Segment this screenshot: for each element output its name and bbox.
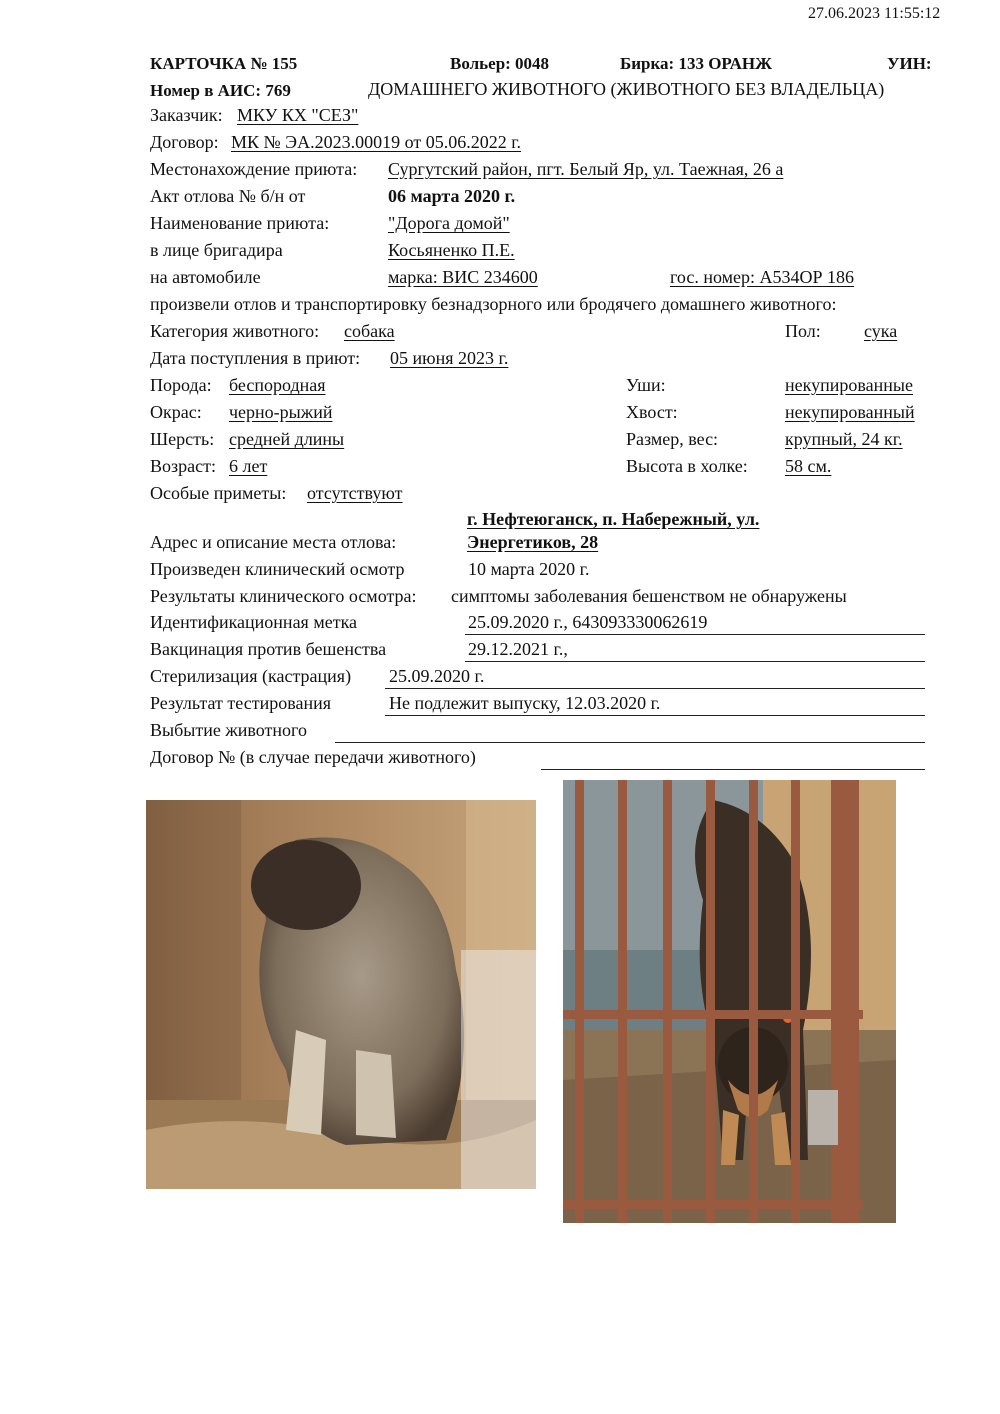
tail-value: некупированный <box>785 402 915 422</box>
test-result-line <box>385 715 925 716</box>
height-value: 58 см. <box>785 456 832 476</box>
departure-line <box>335 742 925 743</box>
dog-photo-right <box>563 780 896 1223</box>
sex-label: Пол: <box>785 321 821 341</box>
transfer-contract-label: Договор № (в случае передачи животного) <box>150 747 476 767</box>
vehicle-brand: марка: ВИС 234600 <box>388 267 538 287</box>
color-label: Окрас: <box>150 402 202 422</box>
sterilization-line <box>385 688 925 689</box>
transfer-contract-line <box>541 769 925 770</box>
age-label: Возраст: <box>150 456 216 476</box>
tail-label: Хвост: <box>626 402 678 422</box>
shelter-location-label: Местонахождение приюта: <box>150 159 358 179</box>
breed-label: Порода: <box>150 375 212 395</box>
size-value: крупный, 24 кг. <box>785 429 903 449</box>
vehicle-plate: гос. номер: А534ОР 186 <box>670 267 855 287</box>
marks-value: отсутствуют <box>307 483 403 503</box>
height-label: Высота в холке: <box>626 456 748 476</box>
customer-label: Заказчик: <box>150 105 223 125</box>
departure-label: Выбытие животного <box>150 720 307 740</box>
vaccination-label: Вакцинация против бешенства <box>150 639 387 659</box>
sterilization-label: Стерилизация (кастрация) <box>150 666 352 686</box>
id-tag-value: 25.09.2020 г., 643093330062619 <box>468 612 708 632</box>
foreman-label: в лице бригадира <box>150 240 283 260</box>
test-result-value: Не подлежит выпуску, 12.03.2020 г. <box>389 693 661 713</box>
ears-value: некупированные <box>785 375 913 395</box>
sex-value: сука <box>864 321 898 341</box>
exam-result-label: Результаты клинического осмотра: <box>150 586 417 606</box>
contract-value: МК № ЭА.2023.00019 от 05.06.2022 г. <box>231 132 522 152</box>
size-label: Размер, вес: <box>626 429 719 449</box>
document-title: ДОМАШНЕГО ЖИВОТНОГО (ЖИВОТНОГО БЕЗ ВЛАДЕЛЬЦА) <box>368 79 885 99</box>
shelter-name-value: "Дорога домой" <box>388 213 510 233</box>
card-number: КАРТОЧКА № 155 <box>150 54 298 73</box>
category-value: собака <box>344 321 395 341</box>
vaccination-value: 29.12.2021 г., <box>468 639 568 659</box>
coat-label: Шерсть: <box>150 429 215 449</box>
shelter-name-label: Наименование приюта: <box>150 213 330 233</box>
sterilization-value: 25.09.2020 г. <box>389 666 485 686</box>
dog-photo-left <box>146 800 536 1189</box>
ais-number: Номер в АИС: 769 <box>150 81 291 100</box>
foreman-value: Косьяненко П.Е. <box>388 240 515 260</box>
capture-place-line1: г. Нефтеюганск, п. Набережный, ул. <box>467 509 760 529</box>
marks-label: Особые приметы: <box>150 483 287 503</box>
id-tag-label: Идентификационная метка <box>150 612 358 632</box>
uin-label: УИН: <box>887 54 932 73</box>
age-value: 6 лет <box>229 456 268 476</box>
id-tag-line <box>465 634 925 635</box>
test-result-label: Результат тестирования <box>150 693 331 713</box>
contract-label: Договор: <box>150 132 219 152</box>
coat-value: средней длины <box>229 429 345 449</box>
statement-text: произвели отлов и транспортировку безнадзорного или бродячего домашнего животного: <box>150 294 837 314</box>
capture-place-label: Адрес и описание места отлова: <box>150 532 397 552</box>
exam-label: Произведен клинический осмотр <box>150 559 405 579</box>
capture-place-line2: Энергетиков, 28 <box>467 532 599 552</box>
arrival-value: 05 июня 2023 г. <box>390 348 509 368</box>
shelter-location-value: Сургутский район, пгт. Белый Яр, ул. Таежная, 26 а <box>388 159 784 179</box>
customer-value: МКУ КХ "СЕЗ" <box>237 105 359 125</box>
arrival-label: Дата поступления в приют: <box>150 348 361 368</box>
capture-act-date: 06 марта 2020 г. <box>388 186 516 206</box>
vehicle-label: на автомобиле <box>150 267 261 287</box>
tag-number: Бирка: 133 ОРАНЖ <box>620 54 772 73</box>
timestamp: 27.06.2023 11:55:12 <box>808 5 941 22</box>
aviary-number: Вольер: 0048 <box>450 54 550 73</box>
breed-value: беспородная <box>229 375 326 395</box>
category-label: Категория животного: <box>150 321 320 341</box>
exam-value: 10 марта 2020 г. <box>468 559 590 579</box>
vaccination-line <box>465 661 925 662</box>
capture-act-label: Акт отлова № б/н от <box>150 186 306 206</box>
exam-result-value: симптомы заболевания бешенством не обнаружены <box>451 586 847 606</box>
color-value: черно-рыжий <box>229 402 333 422</box>
ears-label: Уши: <box>626 375 666 395</box>
